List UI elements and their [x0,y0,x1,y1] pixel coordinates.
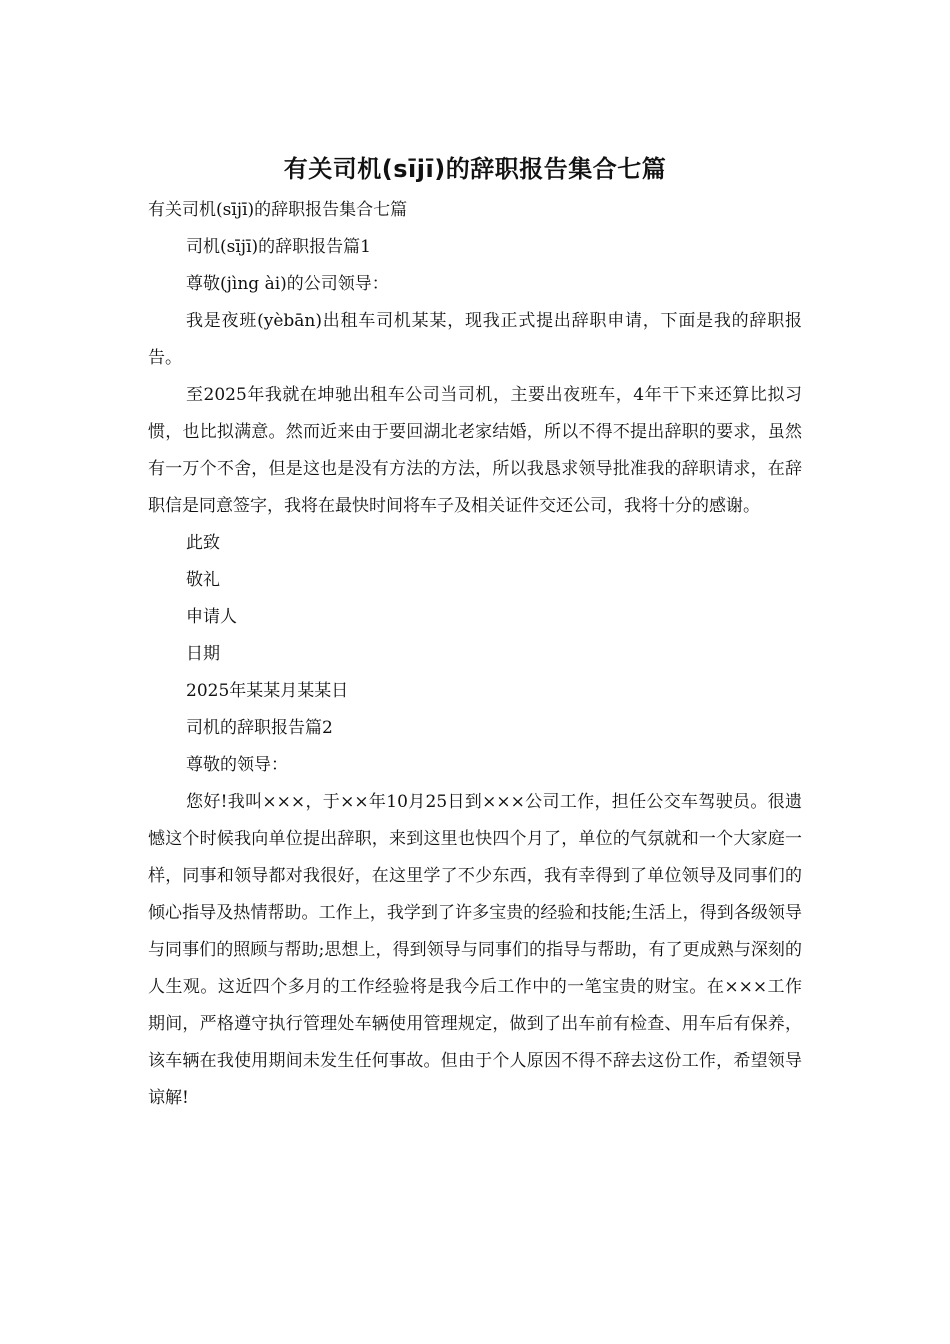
section1-heading: 司机(sījī)的辞职报告篇1 [186,237,371,257]
section1-applicant: 申请人 [186,607,237,627]
section1-closing-1: 此致 [186,533,220,553]
document-body [148,192,802,1117]
document-subtitle: 有关司机(sījī)的辞职报告集合七篇 [148,200,408,220]
section1-date-label: 日期 [186,644,220,664]
section1-closing-2: 敬礼 [186,570,220,590]
section2-heading: 司机的辞职报告篇2 [186,718,333,738]
section2-salutation: 尊敬的领导： [186,755,288,775]
section1-paragraph-2: 至2025年我就在坤驰出租车公司当司机，主要出夜班车，4年干下来还算比拟习惯，也比拟满意。然而近来由于要回湖北老家结婚，所以不得不提出辞职的要求，虽然有一万个不舍，但是这也是没有方法的方法，所以我恳求领导批准我的辞职请求，在辞职信是同意签字，我将在最快时间将车子及相关证件交还公司，我将十分的感谢。 [148,385,802,516]
section1-paragraph-1: 我是夜班(yèbān)出租车司机某某，现我正式提出辞职申请，下面是我的辞职报告。 [148,311,802,368]
document-title: 有关司机(sījī)的辞职报告集合七篇 [283,155,667,183]
section1-salutation: 尊敬(jìng ài)的公司领导： [186,274,389,294]
section2-paragraph-1: 您好!我叫×××，于××年10月25日到×××公司工作，担任公交车驾驶员。很遗憾这个时候我向单位提出辞职，来到这里也快四个月了，单位的气氛就和一个大家庭一样，同事和领导都对我很好，在这里学了不少东西，我有幸得到了单位领导及同事们的倾心指导及热情帮助。工作上，我学到了许多宝贵的经验和技能;生活上，得到各级领导与同事们的照顾与帮助;思想上，得到领导与同事们的指导与帮助，有了更成熟与深刻的人生观。这近四个多月的工作经验将是我今后工作中的一笔宝贵的财宝。在×××工作期间，严格遵守执行管理处车辆使用管理规定，做到了出车前有检查、用车后有保养，该车辆在我使用期间未发生任何事故。但由于个人原因不得不辞去这份工作，希望领导谅解! [148,792,802,1108]
section1-date-value: 2025年某某月某某日 [186,681,349,701]
